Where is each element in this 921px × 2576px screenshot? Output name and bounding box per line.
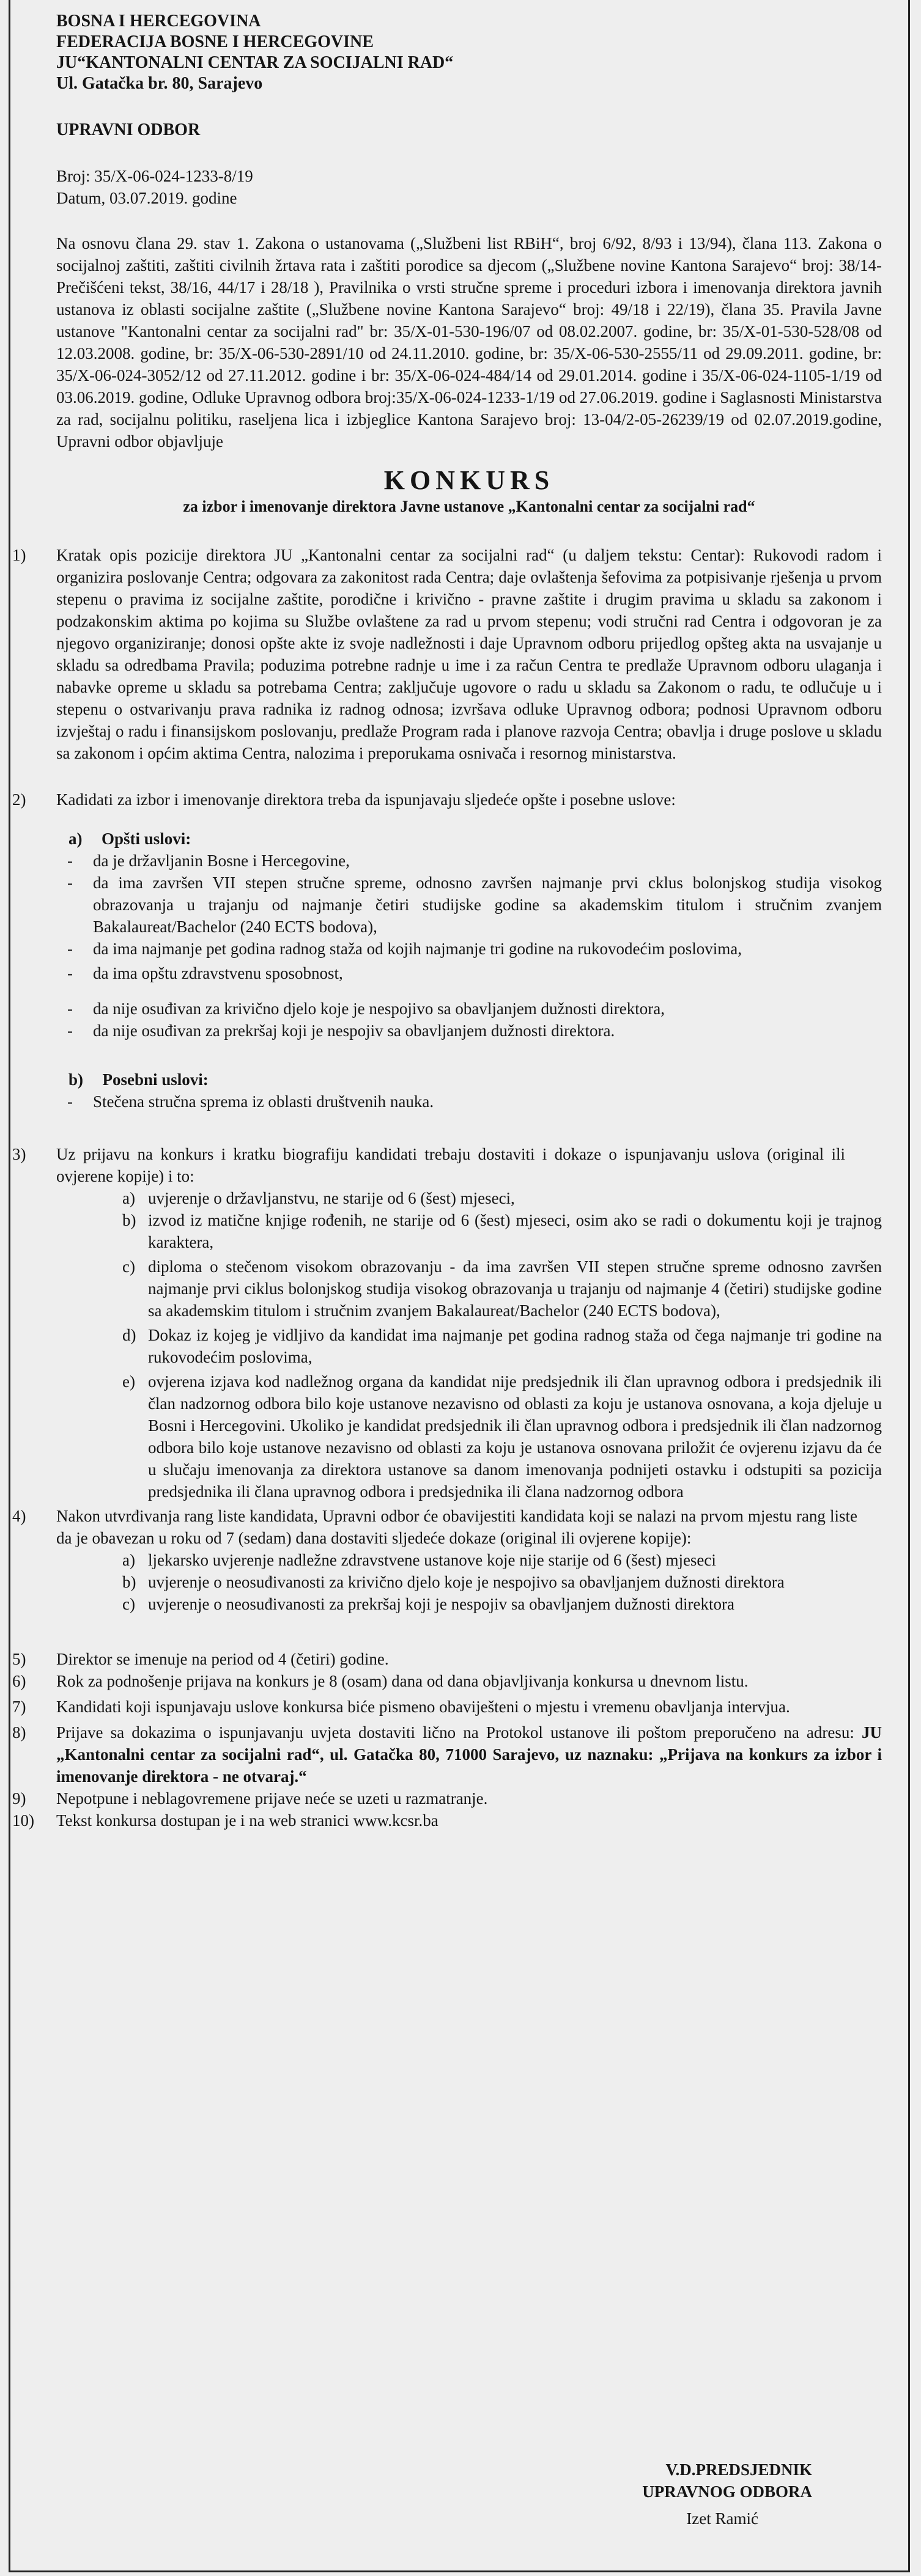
section-number: 1) <box>12 546 26 564</box>
document-date: Datum, 03.07.2019. godine <box>56 189 237 207</box>
header-institution: JU“KANTONALNI CENTAR ZA SOCIJALNI RAD“ <box>56 53 454 72</box>
list-item: - da nije osuđivan za krivično djelo koje je nespojivo sa obavljanjem dužnosti direktora, <box>67 999 665 1018</box>
list-item: a) uvjerenje o državljanstvu, ne starije od 6 (šest) mjeseci, <box>122 1189 515 1207</box>
mandate-period: Direktor se imenuje na period od 4 (četiri) godine. <box>56 1650 389 1668</box>
list-item: b) izvod iz matične knjige rođenih, ne starije od 6 (šest) mjeseci, osim ako se radi o dokumentu koji je trajnog karaktera, <box>122 1211 882 1251</box>
list-item: b) uvjerenje o neosuđivanosti za krivično djelo koje je nespojivo sa obavljanjem dužnosti direktora <box>122 1573 785 1591</box>
list-item: e) ovjerena izjava kod nadležnog organa da kandidat nije predsjednik ili član upravnog odbora i predsjednik ili član nadzornog odbora bilo koje ustanove nezavisno od oblasti za koju je ustanova osnovana, a koja djeluje u Bosni i Hercegovini. Ukoliko je kandidat predsjednik ili član upravnog odbora i predsjednik ili član nadzornog odbora bilo koje ustanove nezavisno od oblasti za koju je ustanova osnovana priložit će ovjerenu izjavu da će u slučaju imenovanja za direktora ustanove sa danom imenovanja podnijeti ostavku i odstupiti sa pozicija predsjednika ili člana upravnog odbora i predsjednika ili člana nadzornog odbora <box>122 1372 882 1501</box>
subsection-label: a) <box>68 830 83 848</box>
application-deadline: Rok za podnošenje prijava na konkurs je 8 (osam) dana od dana objavljivanja konkursa u dnevnom listu. <box>56 1672 749 1690</box>
list-item: - da ima opštu zdravstvenu sposobnost, <box>67 964 343 982</box>
section-4 <box>12 1505 882 1615</box>
section-number: 7) <box>12 1698 26 1716</box>
list-item: a) ljekarsko uvjerenje nadležne zdravstvene ustanove koje nije starije od 6 (šest) mjeseci <box>122 1551 716 1569</box>
list-item: c) diploma o stečenom visokom obrazovanju - da ima završen VII stepen stručne spreme odnosno završen najmanje prvi ciklus bolonjskog studija visokog obrazovanja u trajanju od najmanje 4 (četiri) studijske godine sa akademskim titulom i stručnim zvanjem Bakalaureat/Bachelor (240 ECTS bodova), <box>122 1257 882 1320</box>
additional-documents-list <box>56 1549 882 1615</box>
section-2 <box>12 789 882 1113</box>
document-meta <box>56 165 882 209</box>
reference-number: Broj: 35/X-06-024-1233-8/19 <box>56 167 253 185</box>
documents-intro: Uz prijavu na konkurs i kratku biografiju kandidati trebaju dostaviti i dokaze o ispunjavanju uslova (original ili ovjerene kopije) i to: <box>56 1145 845 1185</box>
header-body: UPRAVNI ODBOR <box>56 120 201 139</box>
section-number: 8) <box>12 1723 26 1742</box>
ranking-intro: Nakon utvrđivanja rang liste kandidata, Upravni odbor će obavijestiti kandidata koji se nalazi na prvom mjestu rang liste da je obavezan u roku od 7 (sedam) dana dostaviti sljedeće dokaze (original ili ovjerene kopije): <box>56 1507 857 1547</box>
list-item: - da je državljanin Bosne i Hercegovine, <box>67 852 350 870</box>
list-item: - Stečena stručna sprema iz oblasti društvenih nauka. <box>67 1092 434 1111</box>
section-6 <box>12 1670 882 1692</box>
section-number: 9) <box>12 1789 26 1808</box>
section-number: 5) <box>12 1650 26 1668</box>
section-1 <box>12 544 882 764</box>
general-conditions-list <box>56 850 882 1042</box>
subsection-title: Opšti uslovi: <box>102 830 191 848</box>
section-5 <box>12 1648 882 1670</box>
signature-block <box>428 2459 819 2530</box>
section-9 <box>12 1787 882 1809</box>
special-conditions-list <box>56 1091 882 1113</box>
document-content <box>12 11 882 1831</box>
section-8 <box>12 1721 882 1787</box>
interview-notice: Kandidati koji ispunjavaju uslove konkursa biće pismeno obaviješteni o mjestu i vremenu obavljanja intervjua. <box>56 1698 790 1716</box>
list-item: d) Dokaz iz kojeg je vidljivo da kandidat ima najmanje pet godina radnog staža od čega najmanje tri godine na rukovodećim poslovima, <box>122 1326 882 1366</box>
list-item: - da nije osuđivan za prekršaj koji je nespojiv sa obavljanjem dužnosti direktora. <box>67 1021 615 1040</box>
section-10 <box>12 1809 882 1831</box>
subsection-label: b) <box>68 1070 84 1089</box>
general-conditions-heading <box>68 828 882 850</box>
header-federation: FEDERACIJA BOSNE I HERCEGOVINE <box>56 32 374 51</box>
special-conditions-heading <box>68 1069 882 1091</box>
subsection-title: Posebni uslovi: <box>102 1070 209 1089</box>
header-address: Ul. Gatačka br. 80, Sarajevo <box>56 74 263 93</box>
section-number: 6) <box>12 1672 26 1690</box>
incomplete-applications-note: Nepotpune i neblagovremene prijave neće se uzeti u razmatranje. <box>56 1789 488 1808</box>
required-documents-list <box>56 1187 882 1503</box>
position-description: Kratak opis pozicije direktora JU „Kantonalni centar za socijalni rad“ (u daljem tekstu: Centar): Rukovodi radom i organizira poslovanje Centra; odgovara za zakonitost rada Centra; daje ovlaštenja šefovima za potpisivanje rješenja u prvom stepenu o pravima iz socijalne zaštite, porodične i krivično - pravne zaštite i drugim pravima u skladu sa zakonom i podzakonskim aktima po kojima su Službe ovlaštene za rad u prvom stepenu; vodi stručni rad Centra i odgovoran je za njegovo organiziranje; donosi opšte akte iz svoje nadležnosti i daje Upravnom odboru prijedlog opšteg akta na usvajanje u skladu sa odredbama Pravila; poduzima potrebne radnje u ime i za račun Centra te predlaže Upravnom odboru ulaganja i nabavke opreme u skladu sa potrebama Centra; zaključuje ugovore o radu u skladu sa Zakonom o radu, te odlučuje u i stepenu o ostvarivanju prava radnika iz radnog odnosa; izvršava odluke Upravnog odbora; podnosi Upravnom odboru izvještaj o radu i finansijskom poslovanju, predlaže Program rada i planove razvoja Centra; obavlja i druge poslove u skladu sa zakonom i općim aktima Centra, nalozima i preporukama osnivača i resornog ministarstva. <box>56 546 882 762</box>
signature-body: UPRAVNOG ODBORA <box>642 2482 812 2501</box>
section-3 <box>12 1143 882 1503</box>
website-note: Tekst konkursa dostupan je i na web stranici www.kcsr.ba <box>56 1811 438 1830</box>
signature-title: V.D.PREDSJEDNIK <box>665 2460 812 2479</box>
list-item: c) uvjerenje o neosuđivanosti za prekršaj koji je nespojiv sa obavljanjem dužnosti direktora <box>122 1595 734 1613</box>
signatory-name: Izet Ramić <box>686 2509 758 2528</box>
section-number: 3) <box>12 1145 26 1163</box>
document-title: KONKURS <box>383 465 555 495</box>
section-7 <box>12 1696 882 1718</box>
section-number: 4) <box>12 1507 26 1525</box>
conditions-intro: Kadidati za izbor i imenovanje direktora treba da ispunjavaju sljedeće opšte i posebne uslove: <box>56 790 676 809</box>
document-subtitle: za izbor i imenovanje direktora Javne ustanove „Kantonalni centar za socijalni rad“ <box>183 498 755 515</box>
list-item: - da ima najmanje pet godina radnog staža od kojih najmanje tri godine na rukovodećim poslovima, <box>67 940 742 958</box>
submission-instructions: Prijave sa dokazima o ispunjavanju uvjeta dostaviti lično na Protokol ustanove ili poštom preporučeno na adresu: JU „Kantonalni centar za socijalni rad“, ul. Gatačka 80, 71000 Sarajevo, uz naznaku: „Prijava na konkurs za izbor i imenovanje direktora - ne otvaraj.“ <box>56 1723 882 1786</box>
section-number: 2) <box>12 790 26 809</box>
header-country: BOSNA I HERCEGOVINA <box>56 12 261 31</box>
list-item: - da ima završen VII stepen stručne spreme, odnosno završen najmanje prvi cklus bolonjskog studija visokog obrazovanja u trajanju od najmanje četiri studijske godine sa akademskim titulom i stručnim zvanjem Bakalaureat/Bachelor (240 ECTS bodova), <box>67 874 882 936</box>
preamble-text: Na osnovu člana 29. stav 1. Zakona o ustanovama („Službeni list RBiH“, broj 6/92, 8/93 i 13/94), člana 113. Zakona o socijalnoj zaštiti, zaštiti civilnih žrtava rata i zaštiti porodice sa djecom („Službene novine Kantona Sarajevo“ broj: 38/14- Prečišćeni tekst, 38/16, 44/17 i 28/18 ), Pravilnika o vrsti stručne spreme i proceduri izbora i imenovanja direktora javnih ustanova iz oblasti socijalne zaštite („Službene novine Kantona Sarajevo“ broj: 49/18 i 22/19), člana 35. Pravila Javne ustanove "Kantonalni centar za socijalni rad" br: 35/X-01-530-196/07 od 08.02.2007. godine, br: 35/X-01-530-528/08 od 12.03.2008. godine, br: 35/X-06-530-2891/10 od 24.11.2010. godine, br: 35/X-06-530-2555/11 od 29.09.2011. godine, br: 35/X-06-024-3052/12 od 27.11.2012. godine i br: 35/X-06-024-484/14 od 29.01.2014. godine i 35/X-06-024-1105-1/19 od 03.06.2019. godine, Odluke Upravnog odbora broj:35/X-06-024-1233-1/19 od 27.06.2019. godine i Saglasnosti Ministarstva za rad, socijalnu politiku, raseljena lica i izbjeglice Kantona Sarajevo broj: 13-04/2-05-26239/19 od 02.07.2019.godine, Upravni odbor objavljuje <box>56 234 882 451</box>
institution-header <box>56 11 882 94</box>
section-number: 10) <box>12 1811 34 1830</box>
